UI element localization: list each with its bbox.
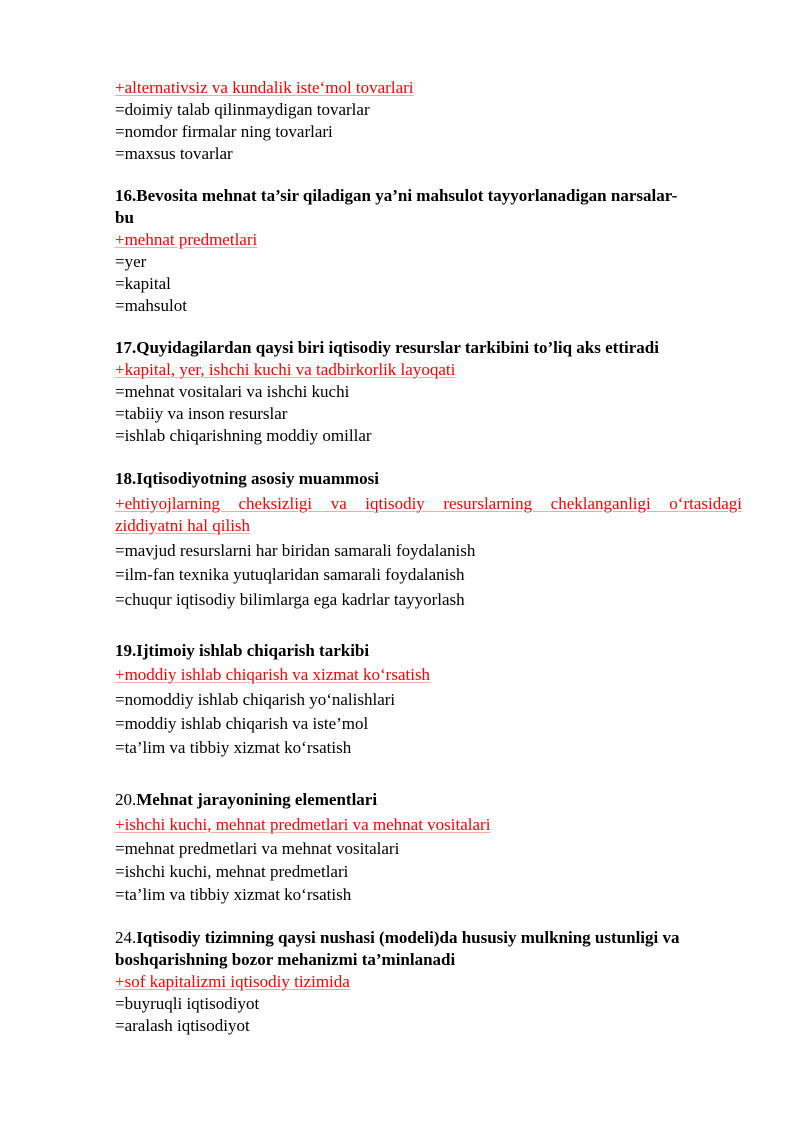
question-19-option: =moddiy ishlab chiqarish va iste’mol (115, 714, 369, 733)
prev-option: =nomdor firmalar ning tovarlari (115, 122, 333, 141)
question-18-option: =ilm-fan texnika yutuqlaridan samarali foydalanish (115, 565, 465, 584)
question-20-option: =ishchi kuchi, mehnat predmetlari (115, 862, 349, 881)
question-24-option: =aralash iqtisodiyot (115, 1016, 250, 1035)
question-24-title (115, 928, 680, 948)
question-24-text: Iqtisodiy tizimning qaysi nushasi (modeli)da hususiy mulkning ustunligi va (136, 928, 680, 947)
question-18-option: =chuqur iqtisodiy bilimlarga ega kadrlar tayyorlash (115, 590, 465, 609)
question-24-number: 24. (115, 928, 137, 947)
question-19-option: =nomoddiy ishlab chiqarish yo‘nalishlari (115, 690, 396, 709)
prev-option: =maxsus tovarlar (115, 144, 233, 163)
question-17-option: =mehnat vositalari va ishchi kuchi (115, 382, 350, 401)
question-18-answer-cont: ziddiyatni hal qilish (115, 516, 251, 535)
question-16-title-cont: bu (115, 208, 134, 227)
question-17-option: =ishlab chiqarishning moddiy omillar (115, 426, 372, 445)
question-17-option: =tabiiy va inson resurslar (115, 404, 288, 423)
question-16-option: =kapital (115, 274, 171, 293)
question-16-option: =yer (115, 252, 147, 271)
prev-answer: +alternativsiz va kundalik iste‘mol tovarlari (115, 78, 414, 97)
question-20-title (115, 790, 377, 810)
question-24-option: =buyruqli iqtisodiyot (115, 994, 260, 1013)
question-16-option: =mahsulot (115, 296, 187, 315)
question-19-option: =ta’lim va tibbiy xizmat ko‘rsatish (115, 738, 352, 757)
question-20-option: =mehnat predmetlari va mehnat vositalari (115, 839, 400, 858)
question-20-number: 20. (115, 790, 137, 809)
question-18-answer: +ehtiyojlarning cheksizligi va iqtisodiy resurslarning cheklanganligi o‘rtasidagi (115, 494, 742, 513)
question-20-answer: +ishchi kuchi, mehnat predmetlari va mehnat vositalari (115, 815, 491, 834)
question-17-answer: +kapital, yer, ishchi kuchi va tadbirkorlik layoqati (115, 360, 456, 379)
question-20-text: Mehnat jarayonining elementlari (136, 790, 378, 809)
question-18-option: =mavjud resurslarni har biridan samarali foydalanish (115, 541, 476, 560)
question-19-title: 19.Ijtimoiy ishlab chiqarish tarkibi (115, 641, 370, 660)
prev-option: =doimiy talab qilinmaydigan tovarlar (115, 100, 370, 119)
question-17-title: 17.Quyidagilardan qaysi biri iqtisodiy resurslar tarkibini to’liq aks ettiradi (115, 338, 659, 357)
question-24-title-cont: boshqarishning bozor mehanizmi ta’minlanadi (115, 950, 456, 969)
question-16-title: 16.Bevosita mehnat ta’sir qiladigan ya’ni mahsulot tayyorlanadigan narsalar- (115, 186, 678, 205)
question-19-answer: +moddiy ishlab chiqarish va xizmat ko‘rsatish (115, 665, 431, 684)
question-18-title: 18.Iqtisodiyotning asosiy muammosi (115, 469, 380, 488)
question-16-answer: +mehnat predmetlari (115, 230, 258, 249)
question-24-answer: +sof kapitalizmi iqtisodiy tizimida (115, 972, 350, 991)
question-20-option: =ta’lim va tibbiy xizmat ko‘rsatish (115, 885, 352, 904)
